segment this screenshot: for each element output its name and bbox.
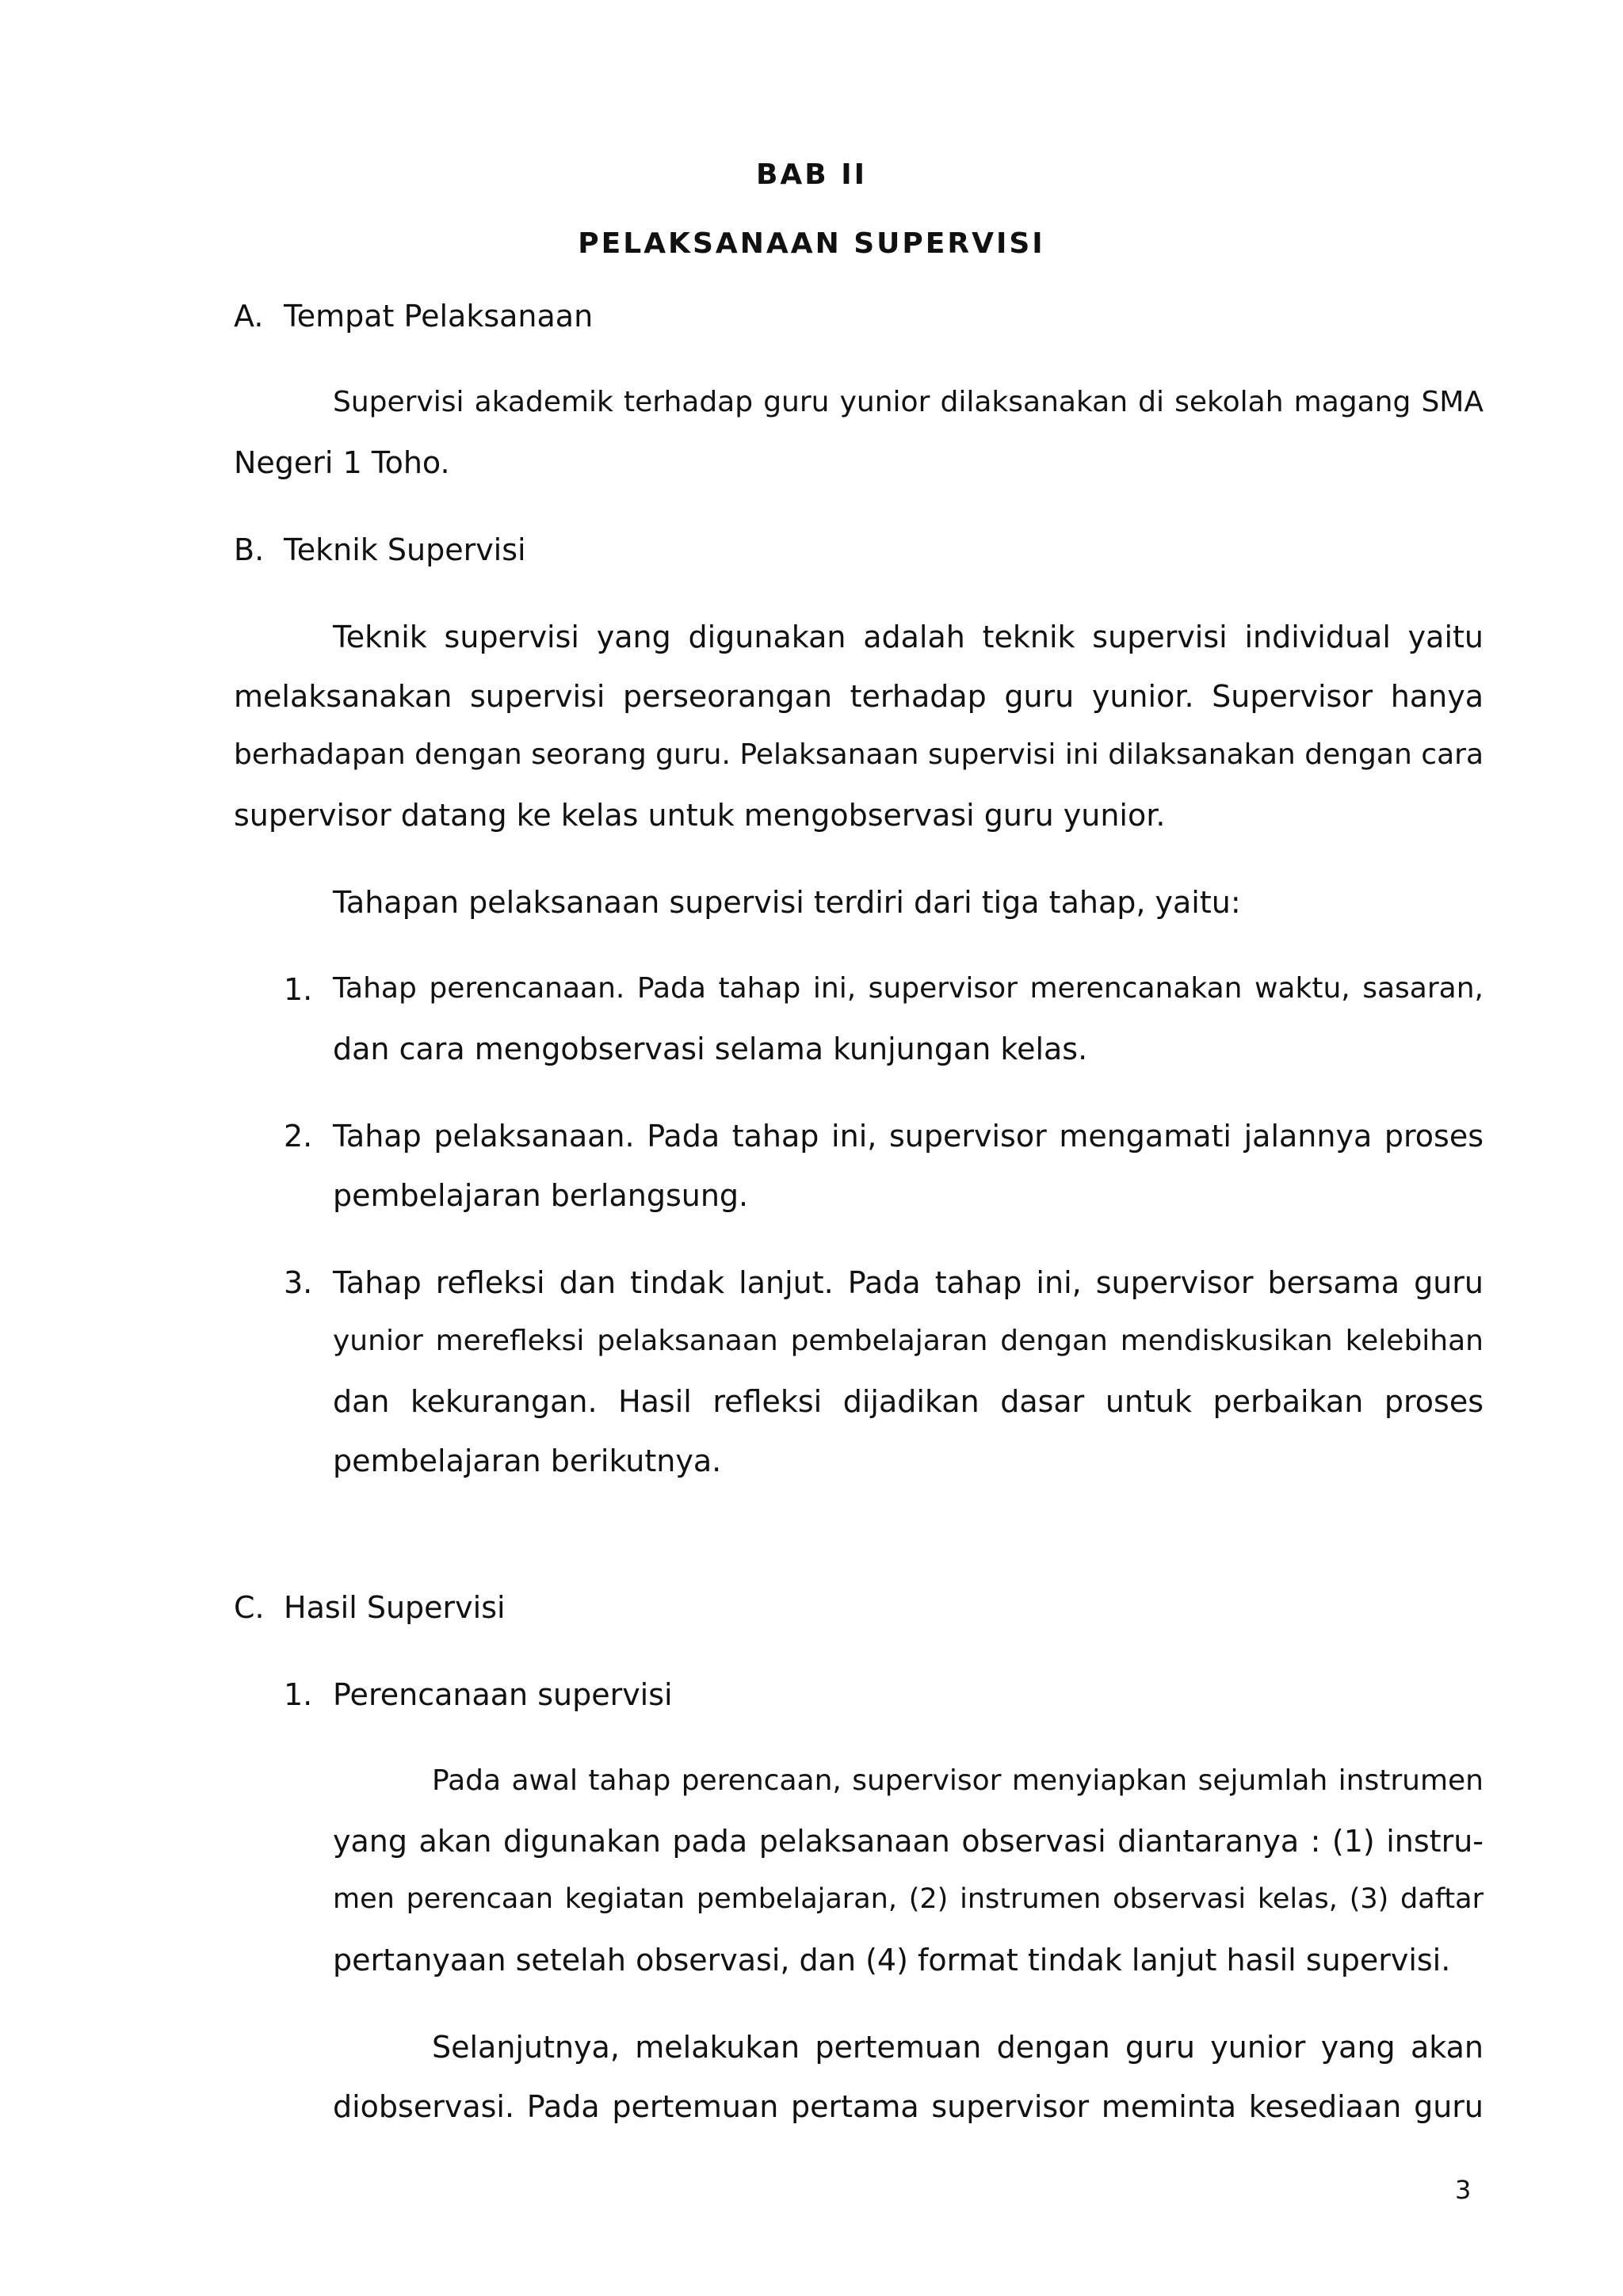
step-number: 2. xyxy=(284,1119,313,1154)
section-c-marker: C. xyxy=(234,1590,265,1625)
section-b-intro-line: Tahapan pelaksanaan supervisi terdiri dari tiga tahap, yaitu: xyxy=(333,885,1241,920)
section-b-marker: B. xyxy=(234,532,265,567)
subsection-paragraph-line: men perencaan kegiatan pembelajaran, (2) instrumen observasi kelas, (3) daftar xyxy=(333,1883,1484,1915)
step-line: Tahap refleksi dan tindak lanjut. Pada tahap ini, supervisor bersama guru xyxy=(333,1265,1484,1300)
step-line: dan cara mengobservasi selama kunjungan kelas. xyxy=(333,1032,1088,1066)
section-a-paragraph-line: Negeri 1 Toho. xyxy=(234,445,450,480)
step-line: Tahap perencanaan. Pada tahap ini, supervisor merencanakan waktu, sasaran, xyxy=(333,972,1484,1005)
section-b-paragraph-line: supervisor datang ke kelas untuk mengobservasi guru yunior. xyxy=(234,798,1166,833)
chapter-title: PELAKSANAAN SUPERVISI xyxy=(578,227,1045,260)
subsection-paragraph-line: pertanyaan setelah observasi, dan (4) format tindak lanjut hasil supervisi. xyxy=(333,1943,1451,1978)
subsection-number: 1. xyxy=(284,1677,313,1712)
step-number: 1. xyxy=(284,972,313,1007)
section-c-heading: Hasil Supervisi xyxy=(284,1590,506,1625)
step-line: pembelajaran berikutnya. xyxy=(333,1444,722,1478)
subsection-paragraph-line: Pada awal tahap perencaan, supervisor menyiapkan sejumlah instrumen xyxy=(432,1764,1484,1797)
section-a-heading: Tempat Pelaksanaan xyxy=(284,299,594,334)
page-number: 3 xyxy=(1455,2175,1472,2205)
step-line: yunior merefleksi pelaksanaan pembelajaran dengan mendiskusikan kelebihan xyxy=(333,1325,1484,1357)
chapter-number: BAB II xyxy=(755,158,868,191)
section-a-marker: A. xyxy=(234,299,264,334)
subsection-paragraph-line: Selanjutnya, melakukan pertemuan dengan guru yunior yang akan xyxy=(432,2030,1484,2065)
section-b-heading: Teknik Supervisi xyxy=(284,532,526,567)
subsection-paragraph-line: yang akan digunakan pada pelaksanaan observasi diantaranya : (1) instru- xyxy=(333,1824,1484,1859)
subsection-paragraph-line: diobservasi. Pada pertemuan pertama supervisor meminta kesediaan guru xyxy=(333,2089,1484,2124)
step-number: 3. xyxy=(284,1265,313,1300)
section-a-paragraph-line: Supervisi akademik terhadap guru yunior dilaksanakan di sekolah magang SMA xyxy=(333,386,1484,418)
step-line: dan kekurangan. Hasil refleksi dijadikan dasar untuk perbaikan proses xyxy=(333,1384,1484,1419)
step-line: Tahap pelaksanaan. Pada tahap ini, supervisor mengamati jalannya proses xyxy=(333,1119,1484,1154)
step-line: pembelajaran berlangsung. xyxy=(333,1178,749,1213)
section-b-paragraph-line: berhadapan dengan seorang guru. Pelaksanaan supervisi ini dilaksanakan dengan cara xyxy=(234,738,1484,771)
section-b-paragraph-line: melaksanakan supervisi perseorangan terhadap guru yunior. Supervisor hanya xyxy=(234,679,1484,714)
subsection-heading: Perencanaan supervisi xyxy=(333,1677,673,1712)
section-b-paragraph-line: Teknik supervisi yang digunakan adalah teknik supervisi individual yaitu xyxy=(333,620,1484,654)
